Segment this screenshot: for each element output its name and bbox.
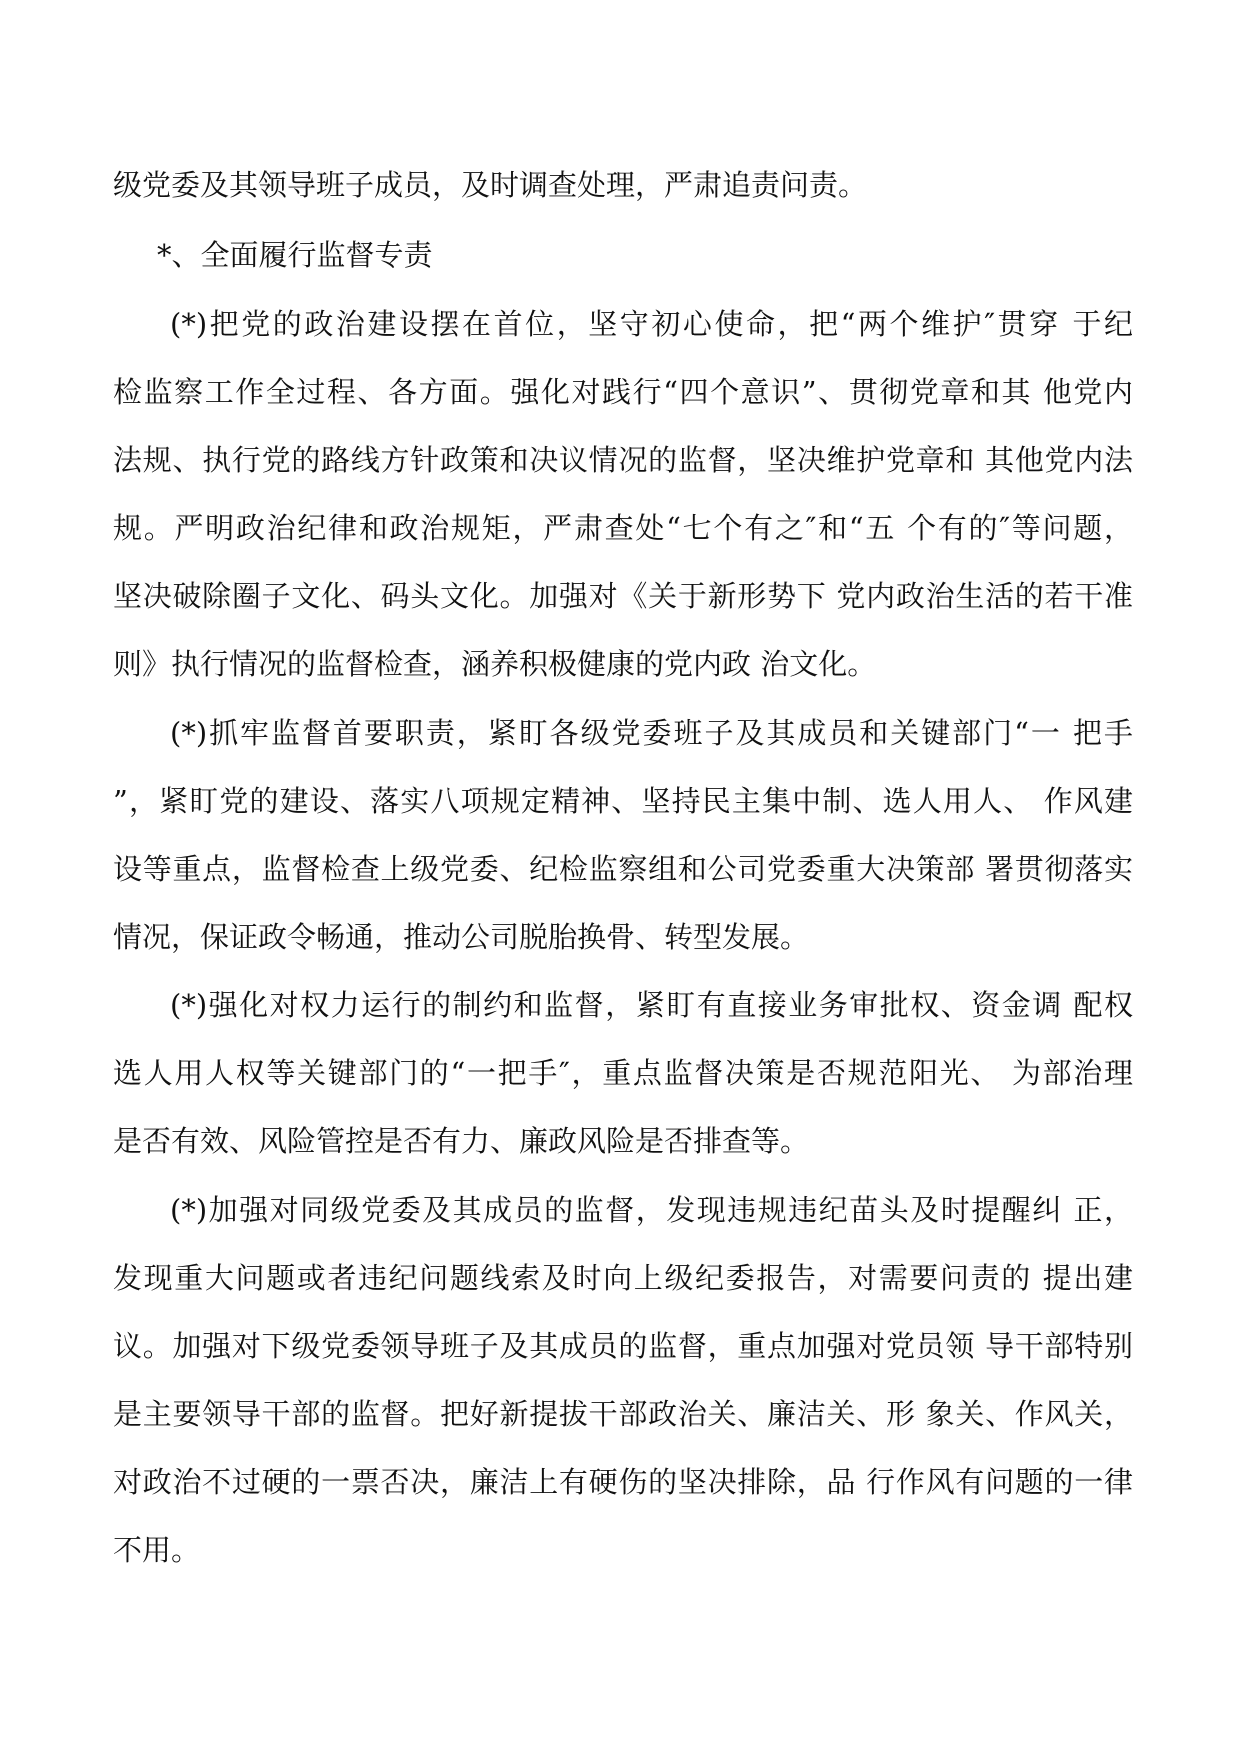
paragraph-line: 选人用人权等关键部门的“一把手″，重点监督决策是否规范阳光、 为部治理 (113, 1056, 1133, 1090)
paragraph-line: 法规、执行党的路线方针政策和决议情况的监督，坚决维护党章和 其他党内法 (113, 443, 1133, 477)
paragraph-line: 设等重点，监督检查上级党委、纪检监察组和公司党委重大决策部 署贯彻落实 (113, 852, 1133, 886)
paragraph-line: 情况，保证政令畅通，推动公司脱胎换骨、转型发展。 (113, 920, 810, 954)
paragraph-line: 对政治不过硬的一票否决，廉洁上有硬伤的坚决排除，品 行作风有问题的一律 (113, 1465, 1133, 1499)
paragraph-line: 则》执行情况的监督检查，涵养积极健康的党内政 治文化。 (113, 647, 877, 681)
paragraph-line: (*)抓牢监督首要职责，紧盯各级党委班子及其成员和关键部门“一 把手 (170, 716, 1133, 750)
paragraph-line: 规。严明政治纪律和政治规矩，严肃查处“七个有之″和“五 个有的″等问题， (113, 511, 1133, 545)
paragraph-line: 议。加强对下级党委领导班子及其成员的监督，重点加强对党员领 导干部特别 (113, 1329, 1133, 1363)
paragraph-line: 是主要领导干部的监督。把好新提拔干部政治关、廉洁关、形 象关、作风关， (113, 1397, 1133, 1431)
paragraph-line: 坚决破除圈子文化、码头文化。加强对《关于新形势下 党内政治生活的若干准 (113, 579, 1133, 613)
paragraph-line: (*)把党的政治建设摆在首位，坚守初心使命，把“两个维护″贯穿 于纪 (170, 307, 1133, 341)
paragraph-line: 发现重大问题或者违纪问题线索及时向上级纪委报告，对需要问责的 提出建 (113, 1261, 1133, 1295)
paragraph-line: 检监察工作全过程、各方面。强化对践行“四个意识”、贯彻党章和其 他党内 (113, 375, 1133, 409)
paragraph-line: 不用。 (113, 1533, 201, 1567)
paragraph-line: (*)加强对同级党委及其成员的监督，发现违规违纪苗头及时提醒纠 正， (170, 1193, 1133, 1227)
paragraph-line: (*)强化对权力运行的制约和监督，紧盯有直接业务审批权、资金调 配权 (170, 988, 1133, 1022)
section-heading: *、全面履行监督专责 (157, 238, 433, 272)
paragraph-line: ”，紧盯党的建设、落实八项规定精神、坚持民主集中制、选人用人、 作风建 (113, 784, 1133, 818)
paragraph-line: 是否有效、风险管控是否有力、廉政风险是否排查等。 (113, 1124, 810, 1158)
intro-line: 级党委及其领导班子成员，及时调查处理，严肃追责问责。 (113, 168, 868, 202)
